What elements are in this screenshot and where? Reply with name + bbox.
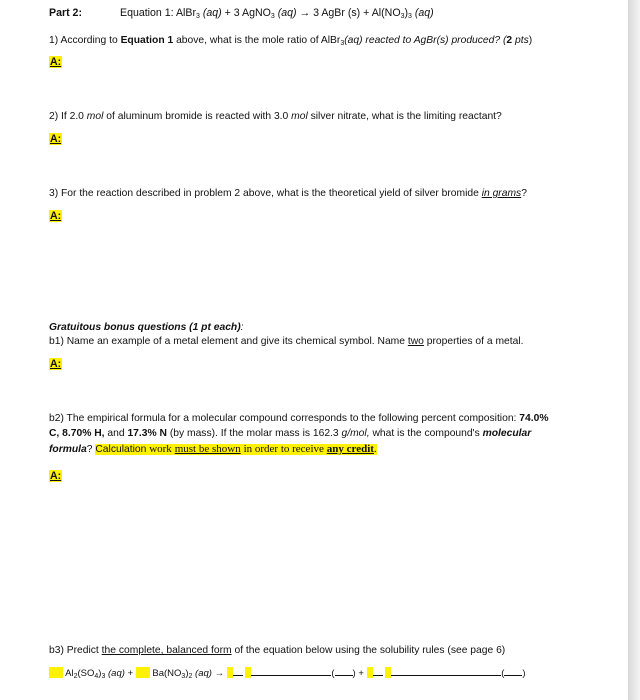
product-2-blank[interactable] xyxy=(391,675,501,676)
state-1-blank[interactable] xyxy=(335,675,353,676)
reaction-arrow: → xyxy=(299,7,311,19)
credit-notice: Calculation work must be shown in order to receive any credit. xyxy=(95,443,377,455)
coefficient-blank[interactable] xyxy=(227,667,233,678)
reactant-agno3: 3 AgNO$_3$ xyxy=(233,7,275,20)
product-blank-marker xyxy=(245,667,251,678)
product-1-blank[interactable] xyxy=(251,675,331,676)
question-3: 3) For the reaction described in problem 2 above, what is the theoretical yield of silver bromide in grams? xyxy=(49,188,527,199)
equation-1 xyxy=(120,7,434,20)
state-2-blank[interactable] xyxy=(504,675,522,676)
plus-sign: + xyxy=(224,7,231,19)
bonus-b1: b1) Name an example of a metal element and give its chemical symbol. Name two properties of a metal. xyxy=(49,336,524,347)
bonus-b2-line1: b2) The empirical formula for a molecular compound corresponds to the following percent composition: 74.0% xyxy=(49,413,549,424)
product-blank-marker xyxy=(385,667,391,678)
answer-b2[interactable]: A: xyxy=(50,470,62,482)
part-label: Part 2: xyxy=(49,7,82,19)
answer-b1[interactable]: A: xyxy=(50,358,62,370)
bonus-heading: Gratuitous bonus questions (1 pt each): xyxy=(49,322,244,333)
reactant-bano32: $Ba(NO_3)_2$ xyxy=(152,668,193,680)
question-2: 2) If 2.0 mol of aluminum bromide is reacted with 3.0 mol silver nitrate, what is the limiting reactant? xyxy=(49,111,502,122)
bonus-b3: b3) Predict the complete, balanced form of the equation below using the solubility rules (see page 6) xyxy=(49,645,506,656)
question-1: 1) According to Equation 1 above, what is the mole ratio of AlBr$_3$(aq) reacted to AgBr(s) produced? (2 pts) xyxy=(49,35,533,47)
answer-3[interactable]: A: xyxy=(50,210,62,222)
reactant-albr3: AlBr$_3$ xyxy=(175,7,200,20)
reactant-al2so43: $Al_2(SO_4)_3$ xyxy=(65,668,106,680)
bonus-b2-line3: formula? Calculation work must be shown in order to receive any credit. xyxy=(49,443,377,455)
reaction-arrow: → xyxy=(214,668,225,679)
plus-sign: + xyxy=(363,7,370,19)
coefficient-blank[interactable] xyxy=(136,667,150,678)
coefficient-blank[interactable] xyxy=(49,667,63,678)
state-s: (s) xyxy=(347,7,361,19)
page-edge-shadow xyxy=(628,0,640,700)
state-aq: (aq) xyxy=(414,7,434,19)
state-aq: (aq) xyxy=(277,7,297,19)
b3-equation: $Al_2(SO_4)_3$ $(aq) + Ba(NO_3)_2$ (aq) → ( ) + ( ) xyxy=(49,667,526,680)
answer-1[interactable]: A: xyxy=(50,56,62,68)
answer-2[interactable]: A: xyxy=(50,133,62,145)
equation-label: Equation 1: xyxy=(120,7,174,19)
coefficient-blank[interactable] xyxy=(367,667,373,678)
bonus-b2-line2: C, 8.70% H, and 17.3% N (by mass). If the molar mass is 162.3 g/mol, what is the compound's molecular xyxy=(49,428,532,439)
product-alno3: $Al(NO_3)_3$ xyxy=(371,7,412,20)
product-agbr: 3 AgBr xyxy=(313,7,345,19)
state-aq: (aq) xyxy=(202,7,222,19)
